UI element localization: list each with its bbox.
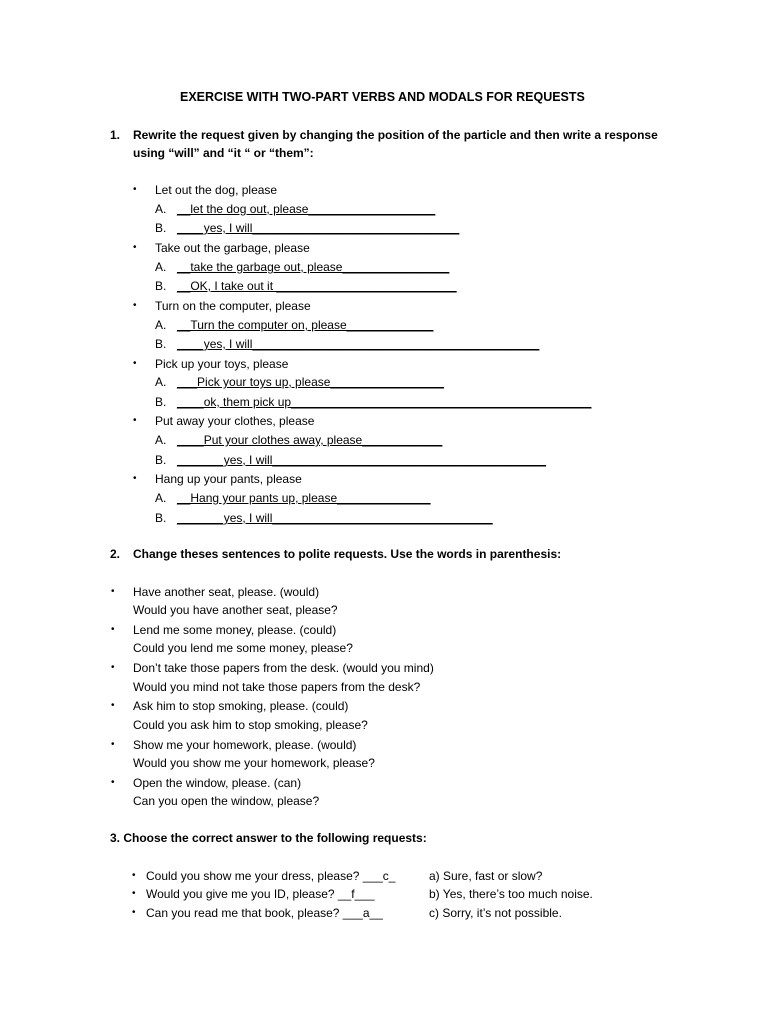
bullet-icon: • — [132, 870, 136, 881]
answer-b-blank: __OK, I take out it ___________________________ — [177, 279, 457, 293]
answer-a-label: A. — [155, 260, 167, 274]
answer-a-blank: __Turn the computer on, please_____________ — [177, 318, 434, 332]
answer-a-label: A. — [155, 318, 167, 332]
answer-a-blank: __let the dog out, please___________________ — [177, 202, 436, 216]
bullet-icon: • — [111, 739, 115, 750]
section2-answer: Can you open the window, please? — [133, 794, 320, 808]
section1-instruction-line1: Rewrite the request given by changing the position of the particle and then write a response — [133, 128, 658, 142]
bullet-icon: • — [133, 415, 137, 426]
answer-b-blank: ____ok, them pick up_____________________________________________ — [177, 395, 592, 409]
answer-b-blank: _______yes, I will_________________________________ — [177, 511, 493, 525]
answer-b-label: B. — [155, 453, 167, 467]
section1-number: 1. — [110, 128, 121, 142]
bullet-icon: • — [133, 300, 137, 311]
section2-answer: Could you lend me some money, please? — [133, 641, 353, 655]
section3-instruction: 3. Choose the correct answer to the following requests: — [110, 831, 427, 845]
section2-prompt: Have another seat, please. (would) — [133, 585, 320, 599]
answer-a-label: A. — [155, 433, 167, 447]
answer-b-label: B. — [155, 221, 167, 235]
answer-b-label: B. — [155, 279, 167, 293]
bullet-icon: • — [111, 586, 115, 597]
answer-a-label: A. — [155, 491, 167, 505]
section2-prompt: Ask him to stop smoking, please. (could) — [133, 699, 349, 713]
section2-prompt: Open the window, please. (can) — [133, 776, 302, 790]
answer-a-blank: ___Pick your toys up, please_________________ — [177, 375, 444, 389]
answer-b-label: B. — [155, 511, 167, 525]
answer-b-blank: ____yes, I will___________________________________________ — [177, 337, 540, 351]
answer-b-blank: _______yes, I will_________________________________________ — [177, 453, 547, 467]
section2-instruction: Change theses sentences to polite requests. Use the words in parenthesis: — [133, 547, 562, 561]
section3-request: Would you give me you ID, please? __f___ — [146, 887, 375, 901]
answer-b-blank: ____yes, I will_______________________________ — [177, 221, 460, 235]
section1-prompt: Turn on the computer, please — [155, 299, 311, 313]
section1-instruction-line2: using “will” and “it “ or “them”: — [133, 146, 314, 160]
section1-prompt: Take out the garbage, please — [155, 241, 310, 255]
bullet-icon: • — [111, 662, 115, 673]
bullet-icon: • — [133, 473, 137, 484]
section2-prompt: Lend me some money, please. (could) — [133, 623, 337, 637]
section2-answer: Would you have another seat, please? — [133, 603, 338, 617]
section2-answer: Could you ask him to stop smoking, please? — [133, 718, 368, 732]
bullet-icon: • — [132, 888, 136, 899]
bullet-icon: • — [111, 700, 115, 711]
answer-a-blank: ____Put your clothes away, please____________ — [177, 433, 443, 447]
answer-a-blank: __take the garbage out, please________________ — [177, 260, 450, 274]
bullet-icon: • — [133, 184, 137, 195]
section3-option: b) Yes, there’s too much noise. — [429, 887, 593, 901]
section3-option: a) Sure, fast or slow? — [429, 869, 543, 883]
section1-prompt: Hang up your pants, please — [155, 472, 302, 486]
section1-prompt: Put away your clothes, please — [155, 414, 315, 428]
bullet-icon: • — [111, 777, 115, 788]
section2-prompt: Show me your homework, please. (would) — [133, 738, 357, 752]
section2-number: 2. — [110, 547, 121, 561]
answer-b-label: B. — [155, 337, 167, 351]
bullet-icon: • — [132, 907, 136, 918]
section3-request: Can you read me that book, please? ___a__ — [146, 906, 383, 920]
answer-a-label: A. — [155, 202, 167, 216]
section3-request: Could you show me your dress, please? ___c_ — [146, 869, 396, 883]
page-title: EXERCISE WITH TWO-PART VERBS AND MODALS FOR REQUESTS — [180, 90, 585, 104]
section1-prompt: Pick up your toys, please — [155, 357, 289, 371]
bullet-icon: • — [111, 624, 115, 635]
section2-answer: Would you mind not take those papers from the desk? — [133, 680, 421, 694]
bullet-icon: • — [133, 242, 137, 253]
section3-option: c) Sorry, it’s not possible. — [429, 906, 562, 920]
bullet-icon: • — [133, 358, 137, 369]
answer-a-label: A. — [155, 375, 167, 389]
answer-a-blank: __Hang your pants up, please______________ — [177, 491, 431, 505]
section1-prompt: Let out the dog, please — [155, 183, 278, 197]
answer-b-label: B. — [155, 395, 167, 409]
section2-answer: Would you show me your homework, please? — [133, 756, 375, 770]
section2-prompt: Don’t take those papers from the desk. (would you mind) — [133, 661, 434, 675]
